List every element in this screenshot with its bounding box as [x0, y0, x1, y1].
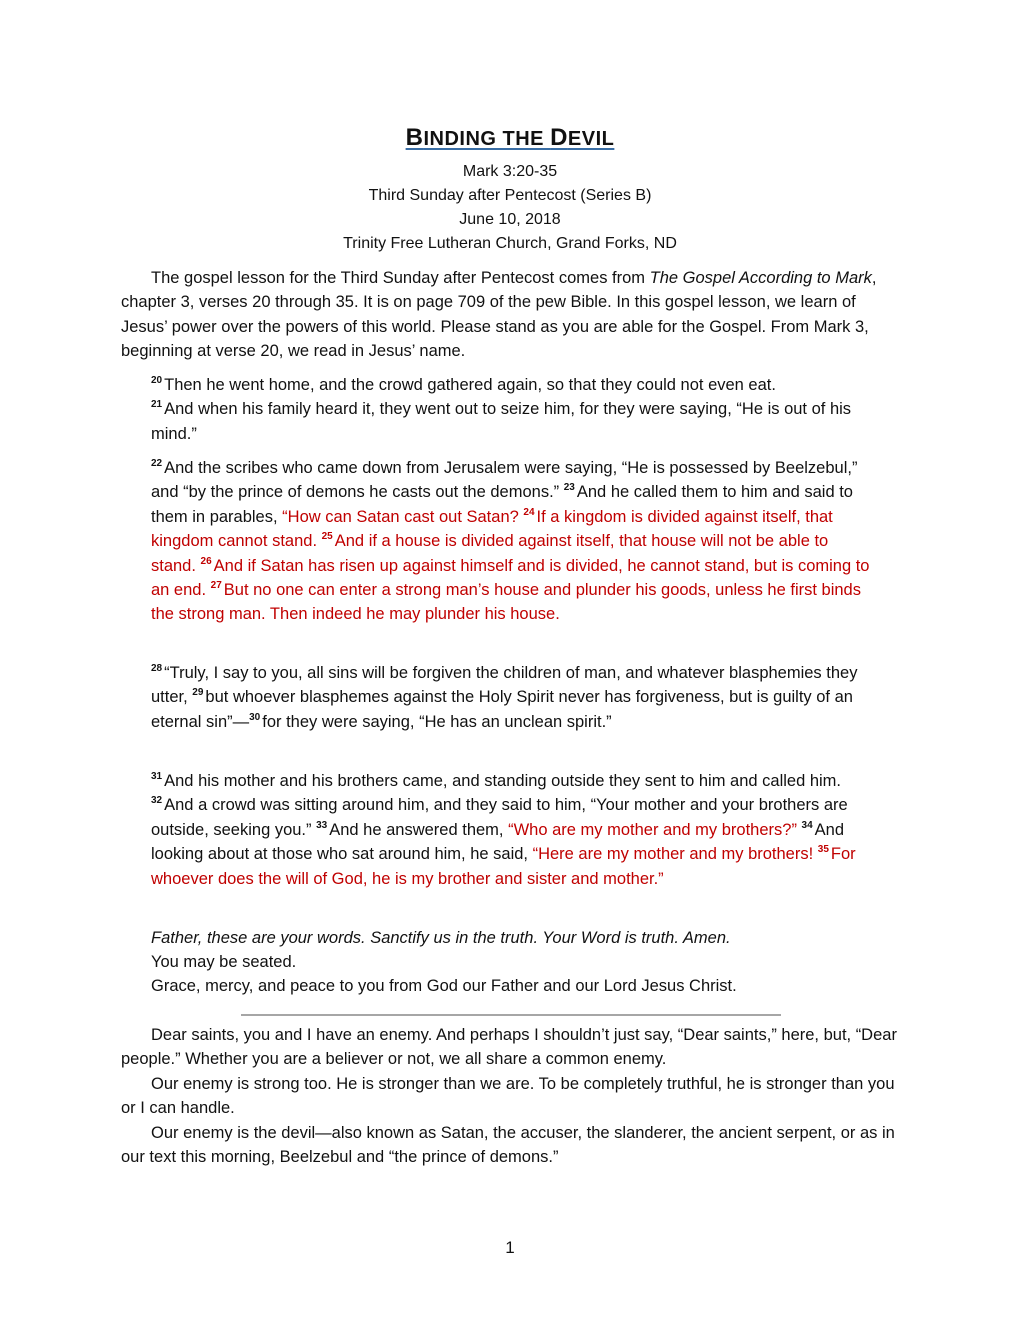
be-seated-line: You may be seated.	[151, 953, 297, 971]
section-divider	[241, 1014, 781, 1016]
sermon-title: BINDING THE DEVIL	[405, 124, 615, 151]
sermon-paragraph-3: Our enemy is the devil—also known as Satan, the accuser, the slanderer, the ancient serpent, or as in our text this morning, Beelzebul and “the prince of demons.”	[121, 1124, 895, 1167]
verses-28-30: $^{28}$ “Truly, I say to you, all sins will be forgiven the children of man, and whatever blasphemies they utter, $^{29}$ but whoever blasphemes against the Holy Spirit never has forgiveness, but is guilty of an eternal sin”—$^{30}$ for they were saying, “He has an unclean spirit.”	[151, 663, 858, 731]
church-line: Trinity Free Lutheran Church, Grand Forks, ND	[343, 235, 677, 252]
scripture-reference: Mark 3:20-35	[462, 163, 558, 180]
page-number: 1	[505, 1238, 515, 1257]
date-line: June 10, 2018	[459, 211, 561, 228]
intro-paragraph: The gospel lesson for the Third Sunday after Pentecost comes from The Gospel According to Mark, chapter 3, verses 20 through 35. It is on page 709 of the pew Bible. In this gospel lesson, we learn of Jesus’ power over the powers of this world. Please stand as you are able for the Gospel. From Mark 3, beginning at verse 20, we read in Jesus’ name.	[121, 269, 877, 361]
verses-22-27: $^{22}$ And the scribes who came down from Jerusalem were saying, “He is possessed by Beelzebul,” and “by the prince of demons he casts out the demons.” $^{23}$ And he called them to him and said to them in parables, “How can Satan cast out Satan? $^{24}$ If a kingdom is divided against itself, that kingdom cannot stand. $^{25}$ And if a house is divided against itself, that house will not be able to stand. $^{26}$ And if Satan has risen up against himself and is divided, he cannot stand, but is coming to an end. $^{27}$ But no one can enter a strong man’s house and plunder his goods, unless he first binds the strong man. Then indeed he may plunder his house.	[151, 458, 870, 624]
verses-20-21: $^{20}$ Then he went home, and the crowd gathered again, so that they could not even eat. $^{21}$ And when his family heard it, they went out to seize him, for they were saying, “He is out of his mind.”	[151, 375, 852, 443]
verses-31-35: $^{31}$ And his mother and his brothers came, and standing outside they sent to him and called him. $^{32}$ And a crowd was sitting around him, and they said to him, “Your mother and your brothers are outside, seeking you.” $^{33}$ And he answered them, “Who are my mother and my brothers?” $^{34}$ And looking about at those who sat around him, he said, “Here are my mother and my brothers! $^{35}$ For whoever does the will of God, he is my brother and sister and mother.”	[151, 771, 856, 888]
sermon-paragraph-2: Our enemy is strong too. He is stronger than we are. To be completely truthful, he is stronger than you or I can handle.	[121, 1075, 895, 1118]
greeting-line: Grace, mercy, and peace to you from God our Father and our Lord Jesus Christ.	[151, 977, 737, 995]
book-title: The Gospel According to Mark	[649, 269, 872, 287]
sermon-paragraph-1: Dear saints, you and I have an enemy. And perhaps I shouldn’t just say, “Dear saints,” here, but, “Dear people.” Whether you are a believer or not, we all share a common enemy.	[121, 1026, 897, 1069]
closing-prayer: Father, these are your words. Sanctify us in the truth. Your Word is truth. Amen.	[151, 929, 731, 947]
occasion-line: Third Sunday after Pentecost (Series B)	[368, 187, 652, 204]
